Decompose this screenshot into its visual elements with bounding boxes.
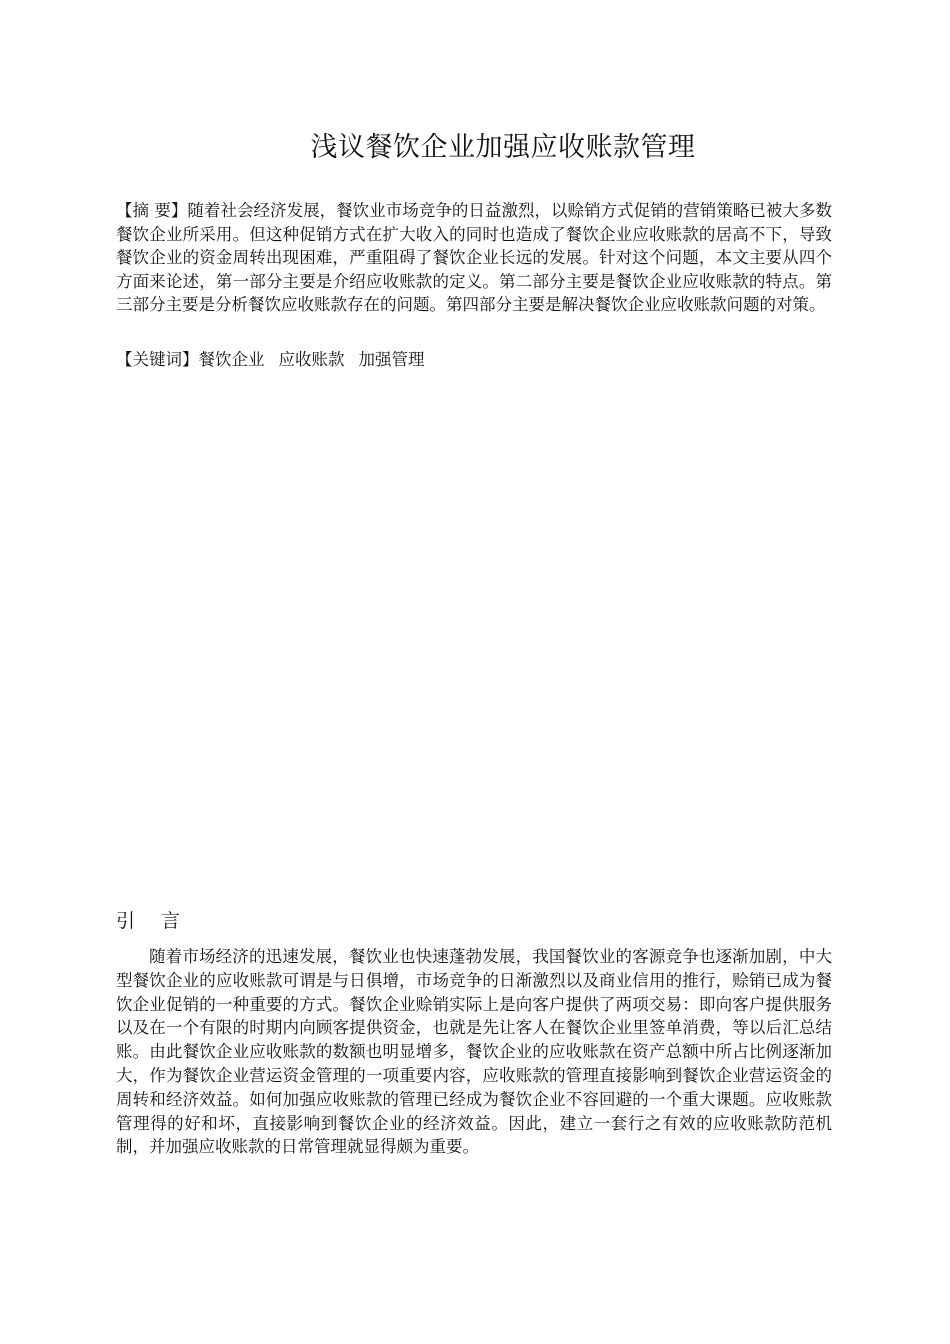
intro-heading: 引 言 (116, 910, 191, 932)
abstract-paragraph (116, 199, 832, 317)
keyword-item: 餐饮企业 (198, 350, 265, 369)
intro-paragraph: 随着市场经济的迅速发展，餐饮业也快速蓬勃发展，我国餐饮业的客源竞争也逐渐加剧，中大型餐饮企业的应收账款可谓是与日俱增，市场竞争的日渐激烈以及商业信用的推行，赊销已成为餐饮企业促销的一种重要的方式。餐饮企业赊销实际上是向客户提供了两项交易：即向客户提供服务以及在一个有限的时期内向顾客提供资金，也就是先让客人在餐饮企业里签单消费，等以后汇总结账。由此餐饮企业应收账款的数额也明显增多，餐饮企业的应收账款在资产总额中所占比例逐渐加大，作为餐饮企业营运资金管理的一项重要内容，应收账款的管理直接影响到餐饮企业营运资金的周转和经济效益。如何加强应收账款的管理已经成为餐饮企业不容回避的一个重大课题。应收账款管理得的好和坏，直接影响到餐饮企业的经济效益。因此，建立一套行之有效的应收账款防范机制，并加强应收账款的日常管理就显得颇为重要。 (116, 947, 832, 1157)
abstract-text: 随着社会经济发展，餐饮业市场竞争的日益激烈，以赊销方式促销的营销策略已被大多数餐饮企业所采用。但这种促销方式在扩大收入的同时也造成了餐饮企业应收账款的居高不下，导致餐饮企业的资金周转出现困难，严重阻碍了餐饮企业长远的发展。针对这个问题，本文主要从四个方面来论述，第一部分主要是介绍应收账款的定义。第二部分主要是餐饮企业应收账款的特点。第三部分主要是分析餐饮应收账款存在的问题。第四部分主要是解决餐饮企业应收账款问题的对策。 (116, 201, 832, 315)
keywords-label: 【关键词】 (116, 350, 199, 369)
title-container (0, 128, 950, 168)
document-title: 浅议餐饮企业加强应收账款管理 (310, 132, 696, 163)
keywords-line (116, 348, 832, 372)
abstract-label: 【摘 要】 (116, 201, 188, 220)
keyword-item: 应收账款 (278, 350, 345, 369)
keyword-item: 加强管理 (358, 350, 425, 369)
